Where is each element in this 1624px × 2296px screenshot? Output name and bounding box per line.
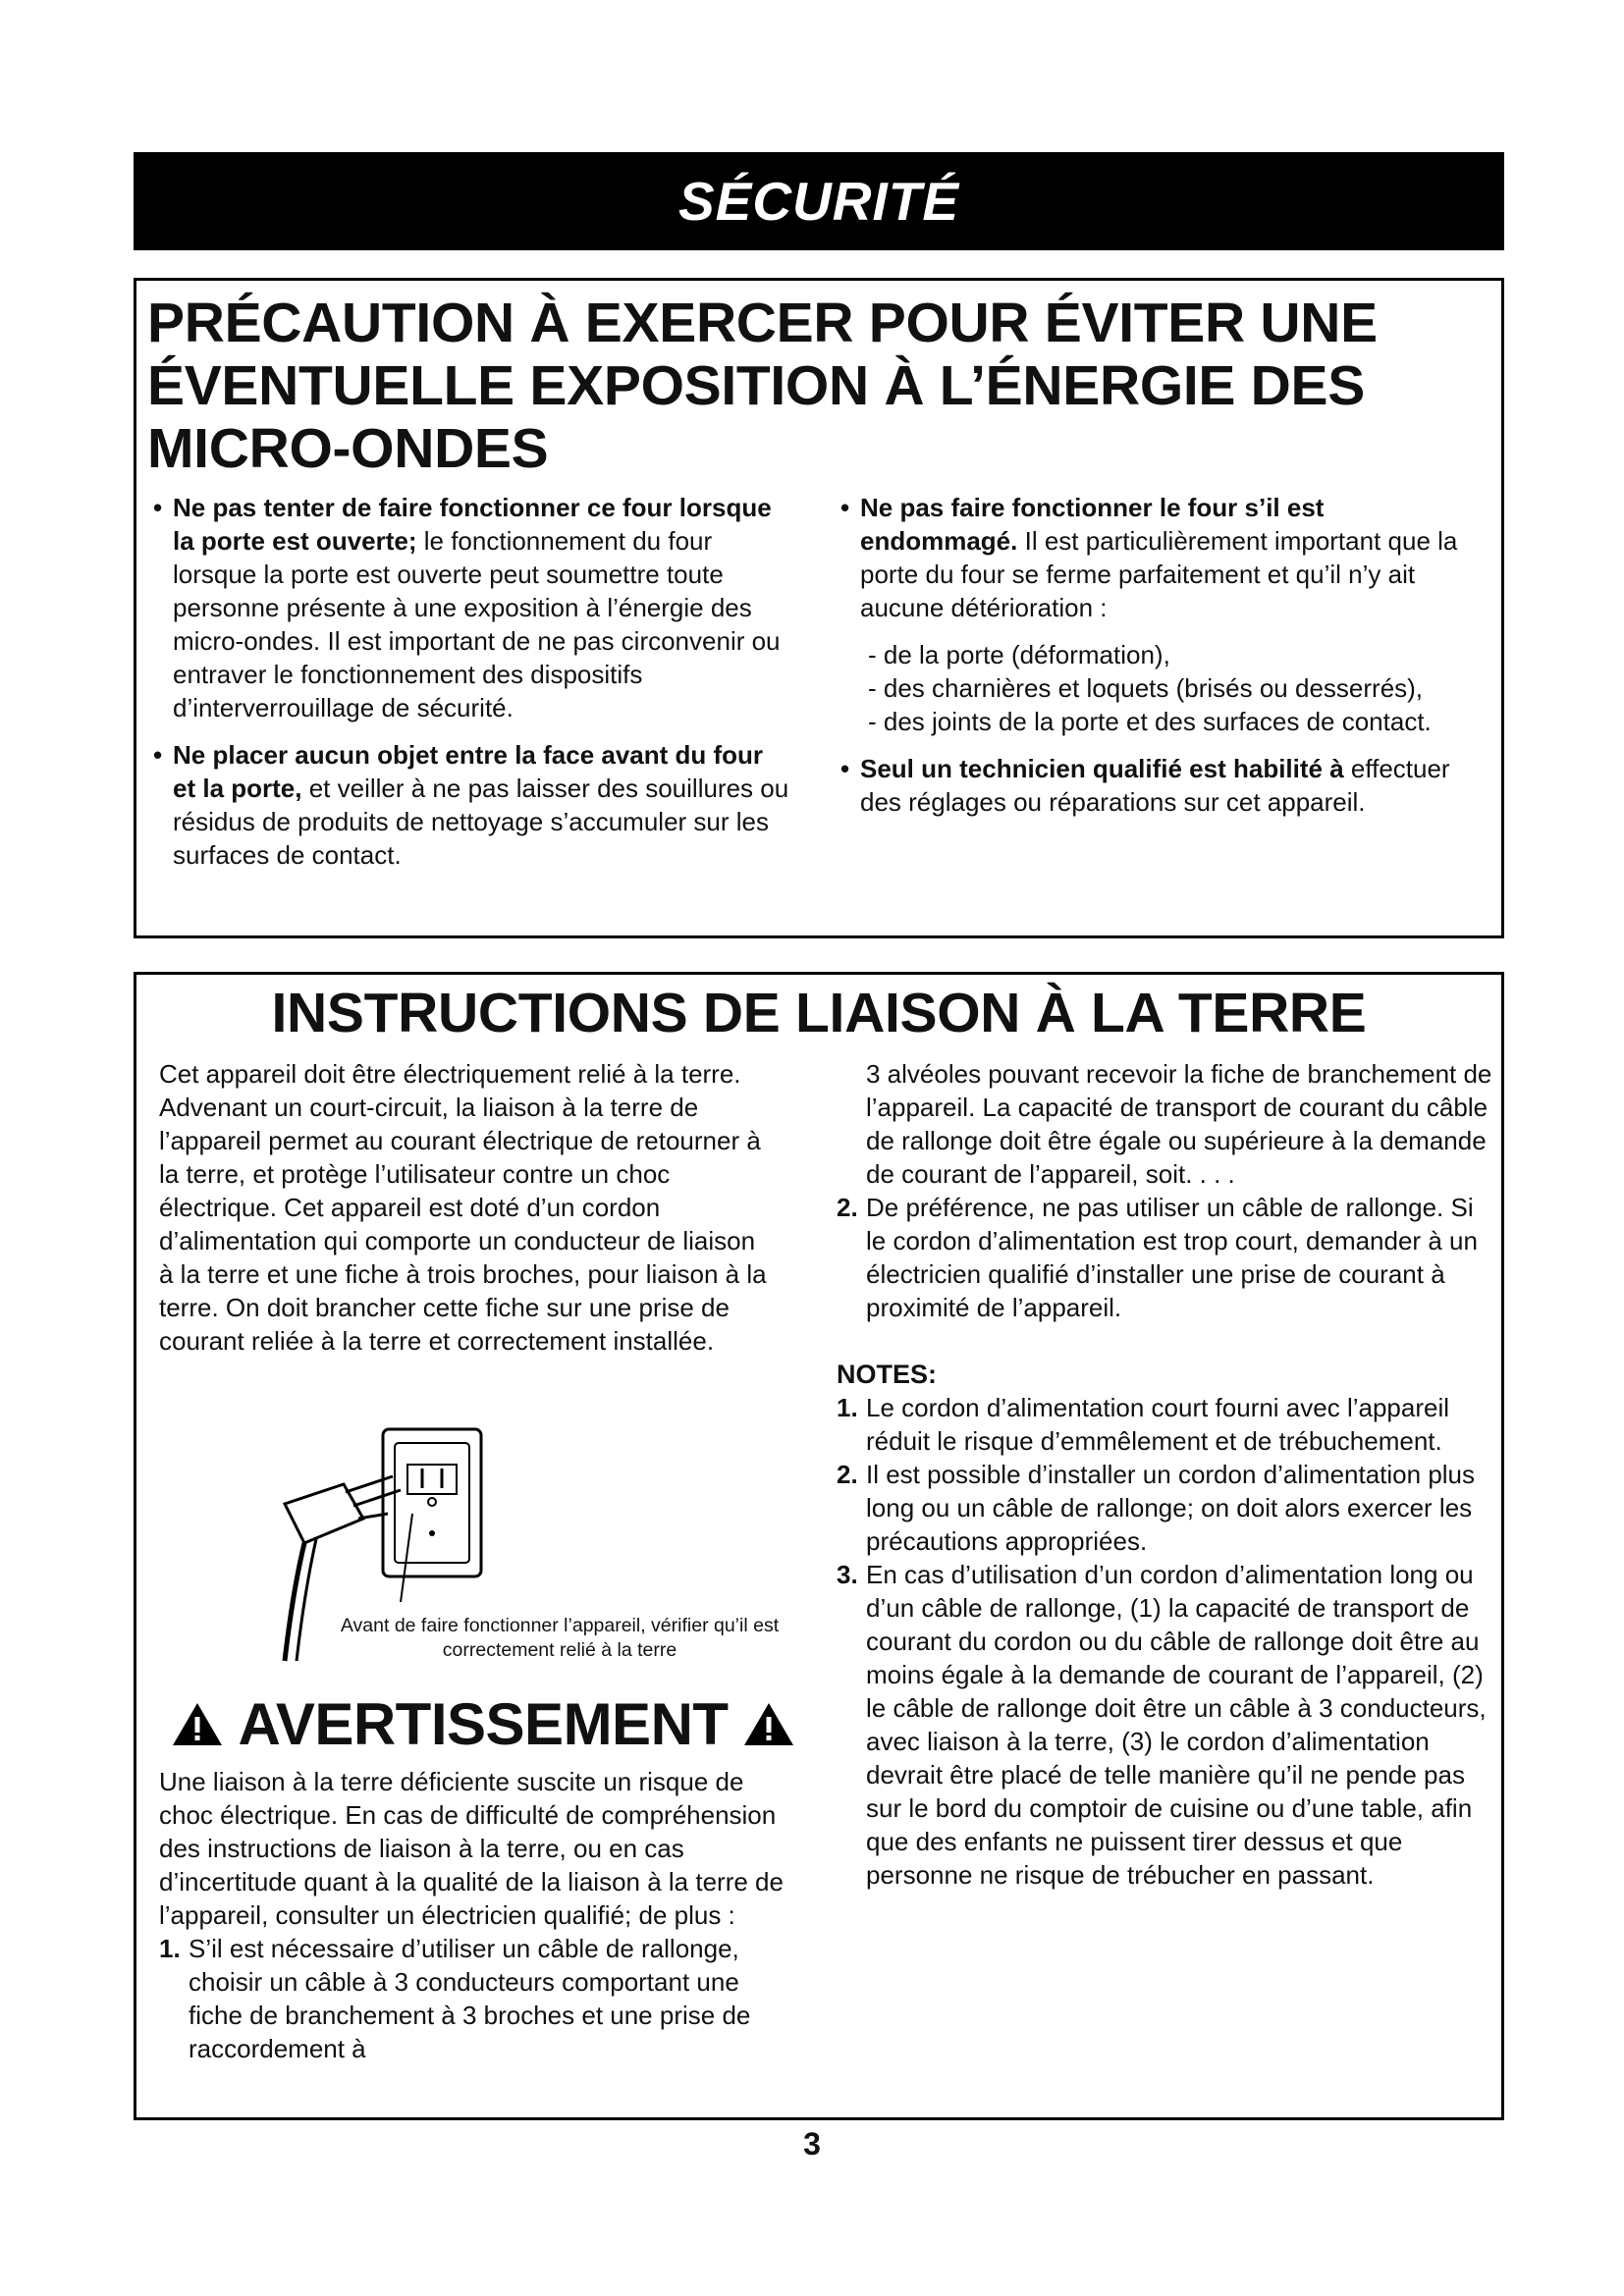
page-number: 3	[803, 2126, 821, 2162]
note-item	[837, 1558, 1494, 1892]
section-banner	[134, 152, 1504, 250]
grounding-intro: Cet appareil doit être électriquement relié à la terre. Advenant un court-circuit, la liaison à la terre de l’appareil permet au courant électrique de retourner à la terre, et protège l’utilisateur contre un choc électrique. Cet appareil est doté d’un cordon d’alimentation qui comporte un conducteur de liaison à la terre et une fiche à trois broches, pour liaison à la terre. On doit brancher cette fiche sur une prise de courant reliée à la terre et correctement installée.	[159, 1059, 767, 1356]
step-number: 1.	[159, 1934, 181, 1963]
precaution-right-column	[839, 491, 1467, 819]
precaution-item-bold: Ne placer aucun objet entre la face avant du four et la porte,	[173, 740, 764, 803]
damage-list-item: - des charnières et loquets (brisés ou desserrés),	[868, 673, 1424, 703]
precaution-item	[839, 491, 1467, 624]
precaution-item-text: effectuer des réglages ou réparations sur cet appareil.	[860, 754, 1450, 817]
precaution-item	[151, 491, 789, 724]
note-text: Il est possible d’installer un cordon d’alimentation plus long ou un câble de rallonge; on doit alors exercer les précautions appropriées.	[866, 1460, 1476, 1556]
note-text: En cas d’utilisation d’un cordon d’alimentation long ou d’un câble de rallonge, (1) la capacité de transport de courant du cordon ou du câble de rallonge doit être au moins égale à la demande de courant de l’appareil, (2) le câble de rallonge doit être un câble à 3 conducteurs, avec liaison à la terre, (3) le cordon d’alimentation devrait être placé de telle manière qu’il ne pende pas sur le bord du comptoir de cuisine ou d’une table, afin que des enfants ne puissent tirer dessus et que personne ne risque de trébucher en passant.	[866, 1560, 1487, 1890]
grounding-right-column	[837, 1057, 1494, 1892]
illustration-caption: Avant de faire fonctionner l’appareil, vérifier qu’il est correctement relié à la terre	[340, 1615, 780, 1661]
precaution-item-text: et veiller à ne pas laisser des souillures ou résidus de produits de nettoyage s’accumuler sur les surfaces de contact.	[173, 774, 789, 870]
step-continuation: 3 alvéoles pouvant recevoir la fiche de branchement de l’appareil. La capacité de transport de courant du câble de rallonge doit être égale ou supérieure à la demande de courant de l’appareil, soit. . . .	[866, 1059, 1492, 1189]
grounding-title: INSTRUCTIONS DE LIAISON À LA TERRE	[271, 982, 1367, 1044]
precaution-left-column	[151, 491, 789, 872]
warning-triangle-icon	[742, 1700, 795, 1747]
precaution-item-text: le fonctionnement du four lorsque la porte est ouverte peut soumettre toute personne présente à une exposition à l’énergie des micro-ondes. Il est important de ne pas circonvenir ou entraver le fonctionnement des dispositifs d’interverrouillage de sécurité.	[173, 526, 781, 722]
step-text: De préférence, ne pas utiliser un câble de rallonge. Si le cordon d’alimentation est trop court, demander à un électricien qualifié d’installer une prise de courant à proximité de l’appareil.	[866, 1193, 1478, 1322]
damage-list-item: - de la porte (déformation),	[868, 640, 1170, 669]
warning-text: Une liaison à la terre déficiente suscite un risque de choc électrique. En cas de difficulté de compréhension des instructions de liaison à la terre, ou en cas d’incertitude quant à la qualité de la liaison à la terre de l’appareil, consulter un électricien qualifié; de plus :	[159, 1767, 784, 1930]
warning-title: AVERTISSEMENT	[238, 1690, 729, 1757]
warning-body	[159, 1765, 787, 2065]
damage-list-item: - des joints de la porte et des surfaces de contact.	[868, 707, 1432, 736]
step-number: 2.	[837, 1193, 858, 1222]
precaution-item	[151, 738, 789, 872]
precaution-item-bold: Ne pas faire fonctionner le four s’il est endommagé.	[860, 493, 1325, 556]
warning-triangle-icon	[171, 1700, 224, 1747]
grounding-left-column	[159, 1057, 768, 1358]
precaution-item-text: Il est particulièrement important que la porte du four se ferme parfaitement et qu’il n’y ait aucune détérioration :	[860, 526, 1458, 622]
precaution-item-bold: Seul un technicien qualifié est habilité à	[860, 754, 1344, 783]
precaution-item	[839, 752, 1467, 819]
note-number: 1.	[837, 1393, 858, 1422]
banner-title: SÉCURITÉ	[677, 171, 960, 232]
precaution-item-bold: Ne pas tenter de faire fonctionner ce four lorsque la porte est ouverte;	[173, 493, 772, 556]
notes-heading: NOTES:	[837, 1360, 938, 1389]
note-number: 2.	[837, 1460, 858, 1489]
note-item	[837, 1458, 1494, 1558]
warning-heading	[169, 1684, 797, 1763]
step-item	[837, 1191, 1494, 1324]
note-number: 3.	[837, 1560, 858, 1589]
note-text: Le cordon d’alimentation court fourni avec l’appareil réduit le risque d’emmêlement et de trébuchement.	[866, 1393, 1450, 1456]
precaution-title: PRÉCAUTION À EXERCER POUR ÉVITER UNE ÉVENTUELLE EXPOSITION À L’ÉNERGIE DES MICRO-ONDES	[147, 292, 1378, 480]
step-item	[159, 1932, 787, 2065]
step-text: S’il est nécessaire d’utiliser un câble de rallonge, choisir un câble à 3 conducteurs comportant une fiche de branchement à 3 broches et une prise de raccordement à	[189, 1934, 751, 2063]
note-item	[837, 1391, 1494, 1458]
